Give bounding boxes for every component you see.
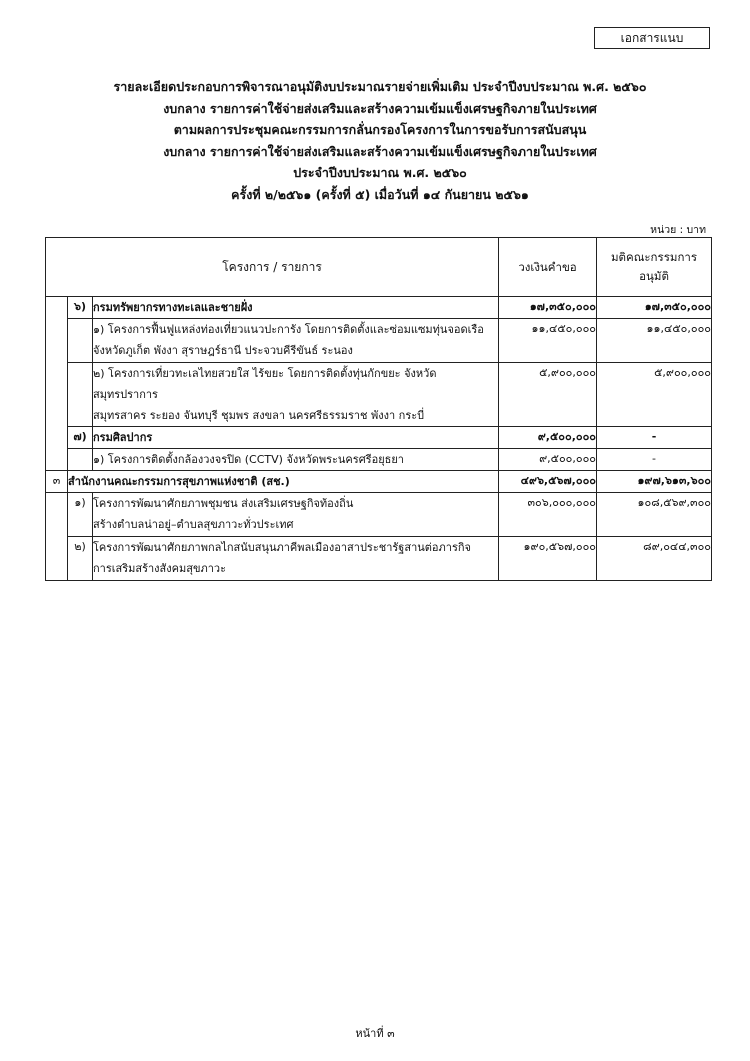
row-index: ๑): [68, 493, 93, 537]
project-name-line1: ๒) โครงการเที่ยวทะเลไทยสวยใส ไร้ขยะ โดยการติดตั้งทุ่นกักขยะ จังหวัดสมุทรปราการ: [93, 367, 437, 401]
title-line-1: รายละเอียดประกอบการพิจารณาอนุมัติงบประมาณรายจ่ายเพิ่มเติม ประจำปีงบประมาณ พ.ศ. ๒๕๖๐: [113, 79, 647, 94]
project-name: [93, 493, 499, 537]
row-index: ๒): [68, 537, 93, 581]
project-name: [93, 319, 499, 363]
title-line-6: ครั้งที่ ๒/๒๕๖๑ (ครั้งที่ ๕) เมื่อวันที่ ๑๔ กันยายน ๒๕๖๑: [231, 186, 529, 202]
approved-amount: -: [597, 449, 712, 471]
project-name-line2: สมุทรสาคร ระยอง จันทบุรี ชุมพร สงขลา นครศรีธรรมราช พังงา กระบี่: [93, 409, 425, 422]
requested-amount: ๔๙๖,๕๖๗,๐๐๐: [499, 471, 597, 493]
header-approved-line1: มติคณะกรรมการ: [610, 250, 698, 264]
approved-amount: ๕,๙๐๐,๐๐๐: [597, 363, 712, 427]
approved-amount: ๑๙๗,๖๑๓,๖๐๐: [597, 471, 712, 493]
row-index: ๓: [46, 471, 68, 493]
page-number: หน้าที่ ๓: [355, 1027, 395, 1040]
approved-amount: ๑๗,๓๕๐,๐๐๐: [597, 297, 712, 319]
requested-amount: ๑๑,๔๕๐,๐๐๐: [499, 319, 597, 363]
project-name-line1: โครงการพัฒนาศักยภาพชุมชน ส่งเสริมเศรษฐกิจท้องถิ่น: [93, 497, 354, 510]
row-index: ๖): [68, 297, 93, 319]
project-name-line2: สร้างตำบลน่าอยู่–ตำบลสุขภาวะทั่วประเทศ: [93, 518, 294, 531]
table-row: [46, 537, 712, 581]
office-name: สำนักงานคณะกรรมการสุขภาพแห่งชาติ (สช.): [68, 471, 499, 493]
title-line-2: งบกลาง รายการค่าใช้จ่ายส่งเสริมและสร้างความเข้มแข็งเศรษฐกิจภายในประเทศ: [163, 100, 597, 116]
agency-name: กรมทรัพยากรทางทะเลและชายฝั่ง: [93, 297, 499, 319]
agency-name: กรมศิลปากร: [93, 427, 499, 449]
project-name: ๑) โครงการติดตั้งกล้องวงจรปิด (CCTV) จังหวัดพระนครศรีอยุธยา: [93, 449, 499, 471]
requested-amount: ๓๐๖,๐๐๐,๐๐๐: [499, 493, 597, 537]
requested-amount: ๑๙๐,๕๖๗,๐๐๐: [499, 537, 597, 581]
project-name-line2: การเสริมสร้างสังคมสุขภาวะ: [93, 562, 226, 575]
requested-amount: ๕,๙๐๐,๐๐๐: [499, 363, 597, 427]
row-index: [68, 319, 93, 363]
table-header-row: [46, 238, 712, 297]
approved-amount: ๑๐๘,๕๖๙,๓๐๐: [597, 493, 712, 537]
title-line-3: ตามผลการประชุมคณะกรรมการกลั่นกรองโครงการในการขอรับการสนับสนุน: [173, 122, 587, 137]
attachment-label: เอกสารแนบ: [594, 27, 710, 49]
project-name-line2: จังหวัดภูเก็ต พังงา สุราษฎร์ธานี ประจวบคีรีขันธ์ ระนอง: [93, 344, 353, 357]
approved-amount: -: [597, 427, 712, 449]
outer-index-cell: [46, 493, 68, 581]
table-row: [46, 471, 712, 493]
row-index: [68, 449, 93, 471]
requested-amount: ๑๗,๓๕๐,๐๐๐: [499, 297, 597, 319]
budget-table: [45, 237, 712, 581]
project-name-line1: ๑) โครงการฟื้นฟูแหล่งท่องเที่ยวแนวปะการัง โดยการติดตั้งและซ่อมแซมทุ่นจอดเรือ: [93, 323, 484, 336]
requested-amount: ๙,๕๐๐,๐๐๐: [499, 449, 597, 471]
project-name-line1: โครงการพัฒนาศักยภาพกลไกสนับสนุนภาคีพลเมืองอาสาประชารัฐสานต่อภารกิจ: [93, 541, 471, 554]
unit-label: หน่วย : บาท: [650, 224, 706, 236]
outer-index-cell: [46, 297, 68, 471]
project-name: [93, 537, 499, 581]
title-line-5: ประจำปีงบประมาณ พ.ศ. ๒๕๖๐: [293, 165, 467, 180]
table-row: [46, 427, 712, 449]
document-title: [60, 76, 700, 205]
row-index: [68, 363, 93, 427]
title-line-4: งบกลาง รายการค่าใช้จ่ายส่งเสริมและสร้างความเข้มแข็งเศรษฐกิจภายในประเทศ: [163, 143, 597, 159]
table-row: [46, 449, 712, 471]
header-approved-line2: อนุมัติ: [639, 269, 669, 283]
table-row: [46, 319, 712, 363]
requested-amount: ๙,๕๐๐,๐๐๐: [499, 427, 597, 449]
header-requested: วงเงินคำขอ: [499, 238, 597, 297]
table-row: [46, 363, 712, 427]
table-row: [46, 297, 712, 319]
project-name: [93, 363, 499, 427]
header-approved: [597, 238, 712, 297]
table-row: [46, 493, 712, 537]
approved-amount: ๘๙,๐๔๔,๓๐๐: [597, 537, 712, 581]
approved-amount: ๑๑,๔๕๐,๐๐๐: [597, 319, 712, 363]
header-project: โครงการ / รายการ: [46, 238, 499, 297]
row-index: ๗): [68, 427, 93, 449]
